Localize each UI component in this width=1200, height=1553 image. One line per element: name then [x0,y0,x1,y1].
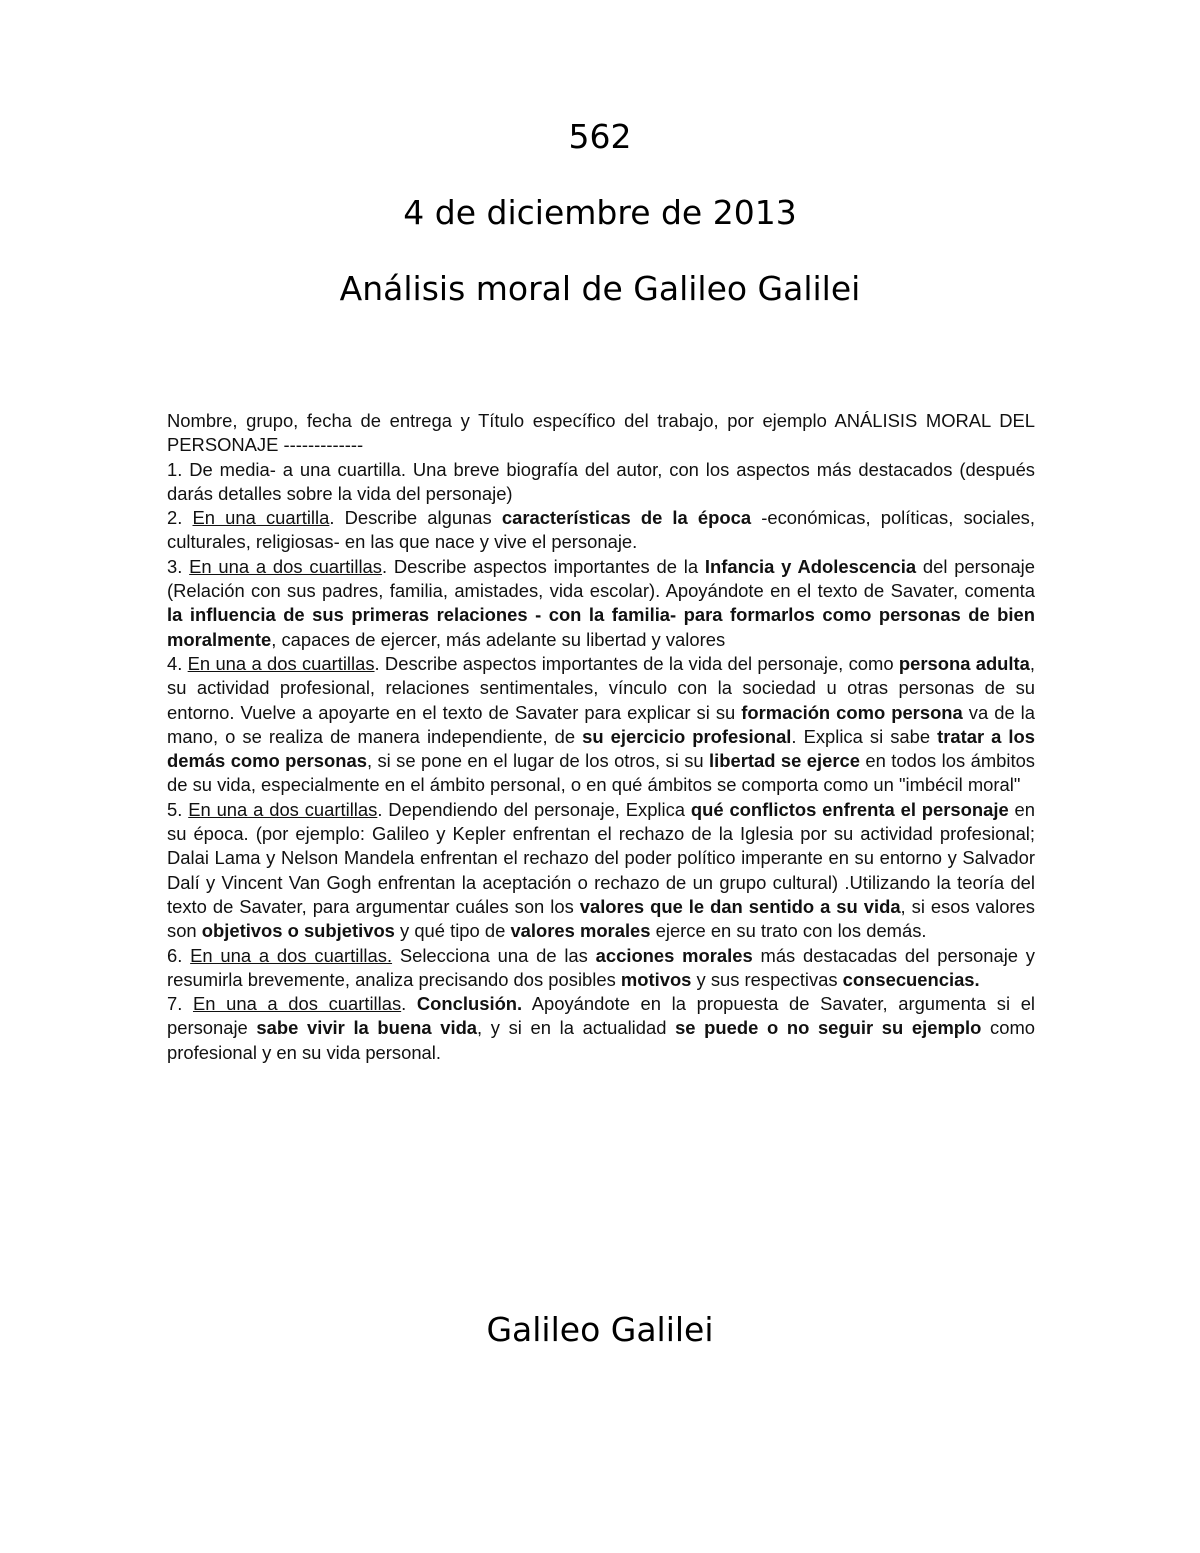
document-title: Análisis moral de Galileo Galilei [339,269,861,308]
instruction-item-1: 1. De media- a una cuartilla. Una breve biografía del autor, con los aspectos más destacados (después darás detalles sobre la vida del personaje) [167,458,1035,504]
instructions-intro: Nombre, grupo, fecha de entrega y Título específico del trabajo, por ejemplo ANÁLISIS MORAL DEL PERSONAJE ------------- [167,410,1035,456]
instruction-item-4: 4. En una a dos cuartillas. Describe aspectos importantes de la vida del personaje, como persona adulta, su actividad profesional, relaciones sentimentales, vínculo con la sociedad u otras personas de su entorno. Vuelve a apoyarte en el texto de Savater para explicar si su formación como persona va de la mano, o se realiza de manera independiente, de su ejercicio profesional. Explica si sabe tratar a los demás como personas, si se pone en el lugar de los otros, si su libertad se ejerce en todos los ámbitos de su vida, especialmente en el ámbito personal, o en qué ámbitos se comporta como un "imbécil moral" [167,652,1036,796]
instruction-item-6: 6. En una a dos cuartillas. Selecciona una de las acciones morales más destacadas del personaje y resumirla brevemente, analiza precisando dos posibles motivos y sus respectivas consecuencias. [167,944,1036,990]
instructions-body [167,409,1035,1065]
section-heading: Galileo Galilei [486,1310,714,1349]
instruction-item-2: 2. En una cuartilla. Describe algunas características de la época -económicas, políticas, sociales, culturales, religiosas- en las que nace y vive el personaje. [167,507,1035,553]
length-requirement: En una a dos cuartillas [189,555,382,577]
instruction-item-5: 5. En una a dos cuartillas. Dependiendo del personaje, Explica qué conflictos enfrenta el personaje en su época. (por ejemplo: Galileo y Kepler enfrentan el rechazo de la Iglesia por su actividad profesional; Dalai Lama y Nelson Mandela enfrentan el rechazo del poder político imperante en su entorno y Salvador Dalí y Vincent Van Gogh enfrentan la aceptación o rechazo de un grupo cultural) .Utilizando la teoría del texto de Savater, para argumentar cuáles son los valores que le dan sentido a su vida, si esos valores son objetivos o subjetivos y qué tipo de valores morales ejerce en su trato con los demás. [167,798,1036,942]
instruction-item-3: 3. En una a dos cuartillas. Describe aspectos importantes de la Infancia y Adolescencia del personaje (Relación con sus padres, familia, amistades, vida escolar). Apoyándote en el texto de Savater, comenta la influencia de sus primeras relaciones - con la familia- para formarlos como personas de bien moralmente, capaces de ejercer, más adelante su libertad y valores [167,555,1035,650]
length-requirement: En una cuartilla [192,507,330,529]
length-requirement: En una a dos cuartillas. [190,944,393,966]
document-date: 4 de diciembre de 2013 [403,193,797,232]
length-requirement: En una a dos cuartillas [187,652,375,674]
length-requirement: En una a dos cuartillas [192,993,402,1015]
instruction-item-7: 7. En una a dos cuartillas. Conclusión. Apoyándote en la propuesta de Savater, argumenta si el personaje sabe vivir la buena vida, y si en la actualidad se puede o no seguir su ejemplo como profesional y en su vida personal. [167,993,1036,1063]
document-number: 562 [568,117,632,156]
length-requirement: En una a dos cuartillas [188,798,378,820]
